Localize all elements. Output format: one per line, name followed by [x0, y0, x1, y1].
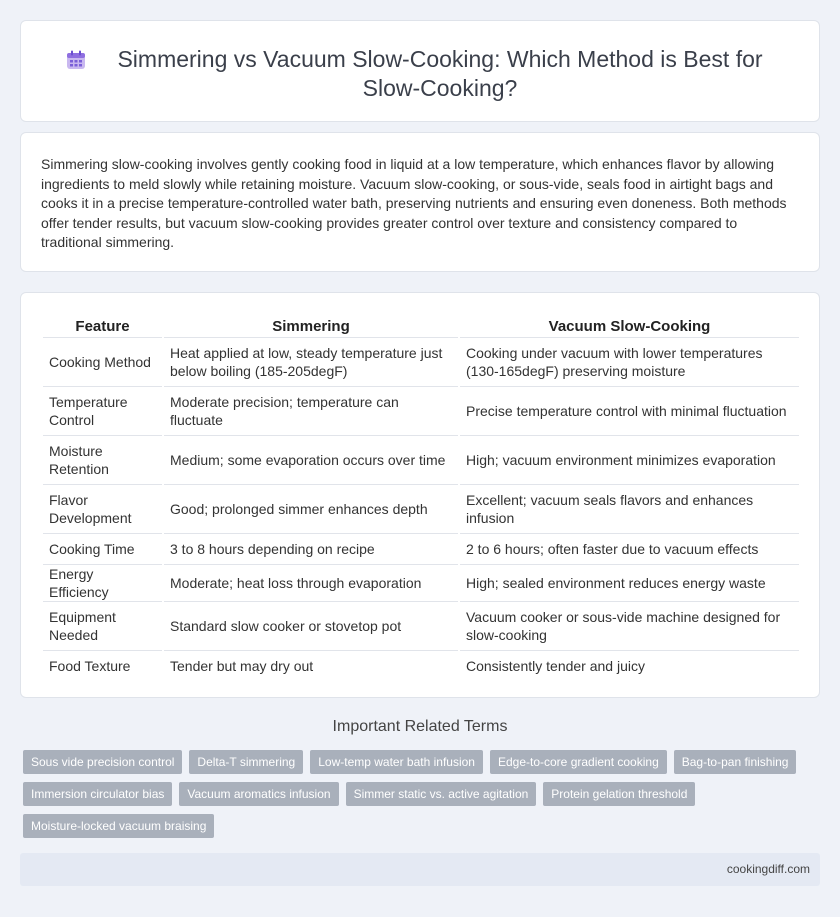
intro-card — [20, 132, 820, 272]
cell-simmering: Standard slow cooker or stovetop pot — [163, 601, 459, 650]
cell-vacuum: Consistently tender and juicy — [459, 650, 799, 681]
cell-feature: Energy Efficiency — [43, 564, 163, 601]
table-row — [43, 484, 799, 533]
comparison-card — [20, 292, 820, 698]
table-row — [43, 601, 799, 650]
cell-vacuum: Excellent; vacuum seals flavors and enhances infusion — [459, 484, 799, 533]
page-title: Simmering vs Vacuum Slow-Cooking: Which Method is Best for Slow-Cooking? — [117, 46, 763, 101]
cell-feature: Food Texture — [49, 657, 131, 674]
header-vacuum: Vacuum Slow-Cooking — [459, 315, 799, 337]
cell-simmering: Moderate; heat loss through evaporation — [163, 564, 459, 601]
cell-simmering: Tender but may dry out — [163, 650, 459, 681]
cell-vacuum: Cooking under vacuum with lower temperatures (130-165degF) preserving moisture — [459, 337, 799, 386]
cell-feature: Cooking Method — [43, 337, 163, 386]
cell-feature: Flavor Development — [43, 484, 163, 533]
title-card — [20, 20, 820, 122]
cell-simmering: Moderate precision; temperature can fluctuate — [163, 386, 459, 435]
cell-vacuum: Vacuum cooker or sous-vide machine designed for slow-cooking — [459, 601, 799, 650]
cell-feature: Cooking Time — [43, 533, 163, 564]
related-term-tag[interactable]: Moisture-locked vacuum braising — [23, 814, 214, 838]
related-term-tag[interactable]: Delta-T simmering — [189, 750, 303, 774]
table-row — [43, 650, 799, 681]
table-row — [43, 386, 799, 435]
footer-site-link[interactable]: cookingdiff.com — [726, 862, 810, 876]
cell-simmering: 3 to 8 hours depending on recipe — [163, 533, 459, 564]
intro-paragraph: Simmering slow-cooking involves gently cooking food in liquid at a low temperature, which enhances flavor by allowing ingredients to meld slowly while retaining moisture. Vacuum slow-cooking, or sous-vide, seals food in airtight bags and cooks it in a precise temperature-controlled water bath, preserving nutrients and ensuring even doneness. Both methods offer tender results, but vacuum slow-cooking provides greater control over texture and consistency compared to traditional simmering. — [41, 156, 787, 250]
related-term-tag[interactable]: Edge-to-core gradient cooking — [490, 750, 667, 774]
footer — [20, 853, 820, 886]
header-simmering: Simmering — [163, 315, 459, 337]
cell-feature: Equipment Needed — [43, 601, 163, 650]
related-term-tag[interactable]: Low-temp water bath infusion — [310, 750, 483, 774]
cell-feature: Moisture Retention — [43, 435, 163, 484]
related-terms-list — [23, 750, 803, 838]
cell-vacuum: High; sealed environment reduces energy waste — [459, 564, 799, 601]
table-row — [43, 435, 799, 484]
cell-vacuum: Precise temperature control with minimal fluctuation — [459, 386, 799, 435]
cell-simmering: Medium; some evaporation occurs over time — [163, 435, 459, 484]
related-term-tag[interactable]: Simmer static vs. active agitation — [346, 782, 537, 806]
table-row — [43, 564, 799, 601]
table-row — [43, 337, 799, 386]
table-header-row — [43, 315, 799, 337]
related-term-tag[interactable]: Protein gelation threshold — [543, 782, 695, 806]
comparison-table — [43, 315, 799, 681]
cell-vacuum: High; vacuum environment minimizes evaporation — [459, 435, 799, 484]
related-terms-title: Important Related Terms — [332, 718, 508, 735]
header-feature: Feature — [43, 315, 163, 337]
cell-vacuum: 2 to 6 hours; often faster due to vacuum effects — [459, 533, 799, 564]
table-row — [43, 533, 799, 564]
cell-feature: Temperature Control — [43, 386, 163, 435]
related-term-tag[interactable]: Bag-to-pan finishing — [674, 750, 797, 774]
related-term-tag[interactable]: Sous vide precision control — [23, 750, 182, 774]
related-term-tag[interactable]: Immersion circulator bias — [23, 782, 172, 806]
cell-simmering: Heat applied at low, steady temperature just below boiling (185-205degF) — [163, 337, 459, 386]
cell-simmering: Good; prolonged simmer enhances depth — [163, 484, 459, 533]
related-term-tag[interactable]: Vacuum aromatics infusion — [179, 782, 338, 806]
